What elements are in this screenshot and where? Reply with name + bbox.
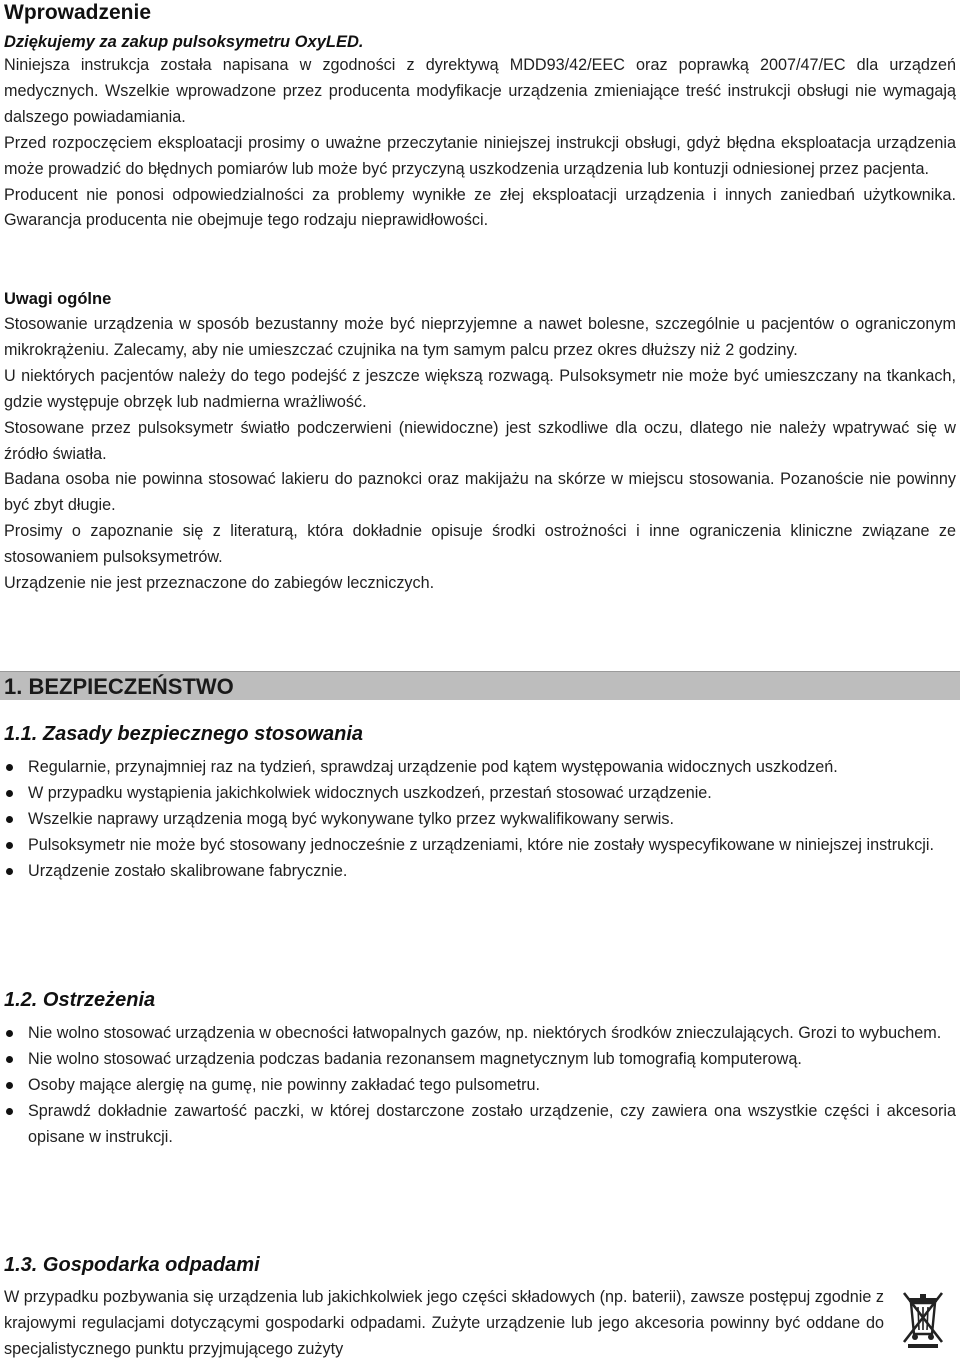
general-notes-heading: Uwagi ogólne (4, 290, 112, 308)
bullet-icon (6, 1082, 13, 1089)
subsection-1-1-title: 1.1. Zasady bezpiecznego stosowania (4, 723, 364, 745)
safety-rules-list (0, 755, 960, 885)
list-item: W przypadku wystąpienia jakichkolwiek widocznych uszkodzeń, przestań stosować urządzenie. (0, 781, 956, 807)
subsection-1-3-title: 1.3. Gospodarka odpadami (4, 1254, 260, 1276)
general-paragraph-3: Stosowane przez pulsoksymetr światło podczerwieni (niewidoczne) jest szkodliwe dla oczu, dlatego nie należy wpatrywać się w źródło światła. (4, 418, 956, 463)
crossed-out-wheelie-bin-icon (900, 1290, 946, 1348)
bullet-icon (6, 1030, 13, 1037)
intro-paragraph-1: Niniejsza instrukcja została napisana w zgodności z dyrektywą MDD93/42/EEC oraz poprawką 2007/47/EC dla urządzeń medycznych. Wszelkie wprowadzone przez producenta modyfikacje urządzenia zmieniające treść instrukcji obsługi nie wymagają dalszego powiadamiania. (4, 56, 956, 126)
list-item: Urządzenie zostało skalibrowane fabrycznie. (0, 859, 956, 885)
list-item: Sprawdź dokładnie zawartość paczki, w której dostarczone zostało urządzenie, czy zawiera ona wszystkie części i akcesoria opisane w instrukcji. (0, 1099, 956, 1151)
list-item: Pulsoksymetr nie może być stosowany jednocześnie z urządzeniami, które nie zostały wyspecyfikowane w niniejszej instrukcji. (0, 833, 956, 859)
general-paragraph-4: Badana osoba nie powinna stosować lakieru do paznokci oraz makijażu na skórze w miejscu stosowania. Pozanoście nie powinny być zbyt długie. (4, 470, 956, 515)
waste-body (4, 1285, 884, 1363)
section-title-bar (0, 671, 960, 700)
thanks-line: Dziękujemy za zakup pulsoksymetru OxyLED. (4, 33, 364, 51)
intro-body (4, 53, 956, 234)
bullet-icon (6, 1056, 13, 1063)
list-item: Wszelkie naprawy urządzenia mogą być wykonywane tylko przez wykwalifikowany serwis. (0, 807, 956, 833)
general-paragraph-2: U niektórych pacjentów należy do tego podejść z jeszcze większą rozwagą. Pulsoksymetr nie może być umieszczany na tkankach, gdzie występuje obrzęk lub nadmierna wrażliwość. (4, 366, 956, 411)
list-item: Nie wolno stosować urządzenia w obecności łatwopalnych gazów, np. niektórych środków znieczulających. Grozi to wybuchem. (0, 1021, 956, 1047)
warnings-list (0, 1021, 960, 1151)
subsection-1-2-title: 1.2. Ostrzeżenia (4, 989, 156, 1011)
bullet-icon (6, 790, 13, 797)
general-notes-body (4, 312, 956, 597)
intro-heading: Wprowadzenie (4, 1, 152, 24)
list-item: Osoby mające alergię na gumę, nie powinny zakładać tego pulsometru. (0, 1073, 956, 1099)
list-item: Nie wolno stosować urządzenia podczas badania rezonansem magnetycznym lub tomografią komputerową. (0, 1047, 956, 1073)
intro-paragraph-2: Przed rozpoczęciem eksploatacji prosimy o uważne przeczytanie niniejszej instrukcji obsługi, gdyż błędna eksploatacja urządzenia może prowadzić do błędnych pomiarów lub może być przyczyną uszkodzenia urządzenia lub kontuzji odniesionej przez pacjenta. (4, 133, 956, 178)
general-paragraph-6: Urządzenie nie jest przeznaczone do zabiegów leczniczych. (4, 574, 435, 593)
list-item: Regularnie, przynajmniej raz na tydzień, sprawdzaj urządzenie pod kątem występowania widocznych uszkodzeń. (0, 755, 956, 781)
bullet-icon (6, 1108, 13, 1115)
bullet-icon (6, 816, 13, 823)
intro-paragraph-3: Producent nie ponosi odpowiedzialności za problemy wynikłe ze złej eksploatacji urządzenia i innych zaniedbań użytkownika. Gwarancja producenta nie obejmuje tego rodzaju nieprawidłowości. (4, 185, 956, 230)
general-paragraph-5: Prosimy o zapoznanie się z literaturą, która dokładnie opisuje środki ostrożności i inne ograniczenia kliniczne związane ze stosowaniem pulsoksymetrów. (4, 522, 956, 567)
bullet-icon (6, 842, 13, 849)
bullet-icon (6, 764, 13, 771)
section-title: 1. BEZPIECZEŃSTWO (4, 674, 234, 699)
waste-paragraph: W przypadku pozbywania się urządzenia lub jakichkolwiek jego części składowych (np. baterii), zawsze postępuj zgodnie z krajowymi regulacjami dotyczącymi gospodarki odpadami. Zużyte urządzenie lub jego akcesoria powinny być oddane do specjalistycznego punktu przyjmującego zużyty (4, 1288, 884, 1358)
bullet-icon (6, 868, 13, 875)
general-paragraph-1: Stosowanie urządzenia w sposób bezustanny może być nieprzyjemne a nawet bolesne, szczególnie u pacjentów o ograniczonym mikrokrążeniu. Zalecamy, aby nie umieszczać czujnika na tym samym palcu przez okres dłuższy niż 2 godziny. (4, 315, 956, 359)
